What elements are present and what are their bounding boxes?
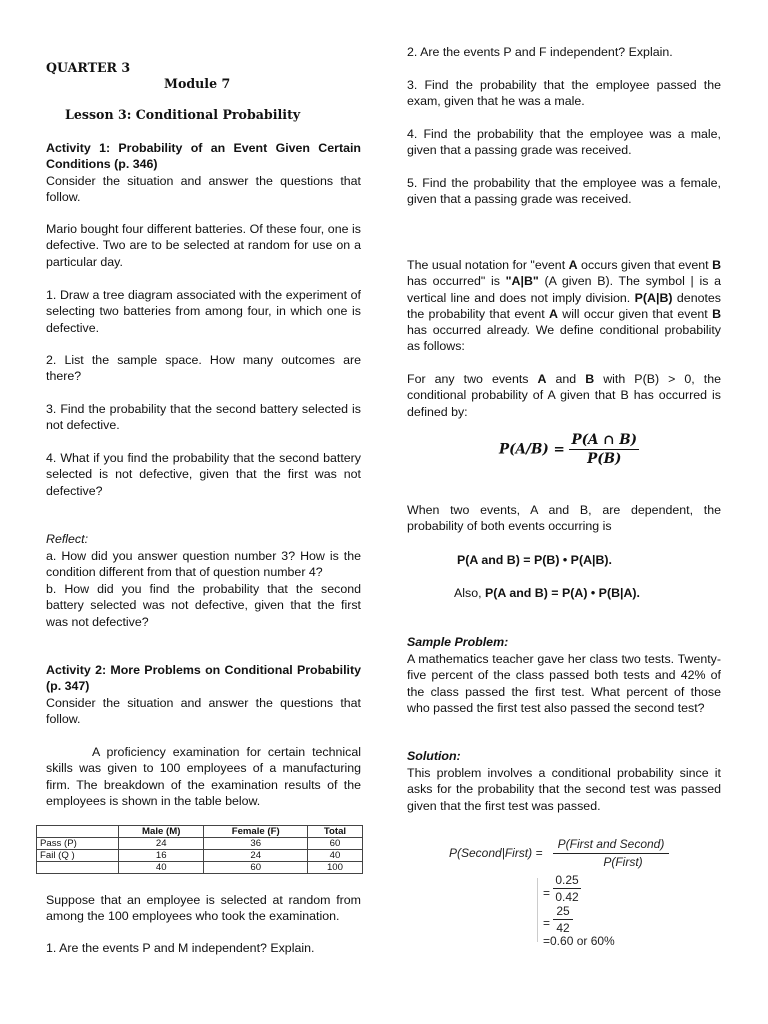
formula-lhs: P(A/B) = (499, 441, 565, 458)
activity1-question-1: 1. Draw a tree diagram associated with the experiment of selecting two batteries from among four, in which one is defective. (46, 288, 361, 335)
table-cell (37, 826, 119, 838)
reflect-a: a. How did you answer question number 3? How is the condition different from that of question number 4? (46, 549, 361, 580)
solution-fraction-3 (553, 903, 573, 937)
quarter-heading: QUARTER 3 (46, 60, 131, 75)
table-cell: 100 (307, 862, 362, 874)
module-heading: Module 7 (164, 76, 231, 91)
solution-fraction-2 (553, 872, 581, 906)
table-header: Male (M) (119, 826, 204, 838)
text-span: The usual notation for "event (407, 258, 569, 272)
table-header-row (37, 826, 363, 838)
text-span: denotes the probability that event (407, 290, 722, 321)
table-cell (37, 862, 119, 874)
event-a: A (537, 372, 547, 386)
formula-fraction (569, 432, 639, 468)
solution-label: Solution: (407, 749, 461, 763)
activity1-question-4: 4. What if you find the probability that the second battery selected is not defective, given that the first was not defective? (46, 451, 361, 498)
lesson-heading: Lesson 3: Conditional Probability (65, 107, 301, 122)
text-span: has occurred" is (407, 274, 506, 289)
guide-line (537, 878, 538, 942)
solution-den-1: P(First) (603, 855, 643, 870)
table-cell: 40 (119, 862, 204, 874)
formula-denominator: P(B) (587, 451, 622, 468)
solution-num-2: 0.25 (553, 872, 581, 889)
table-header: Female (F) (204, 826, 308, 838)
reflect-b: b. How did you find the probability that the second battery selected was not defective, given that the first was not defective? (46, 582, 361, 629)
notation-pab: P(A|B) (634, 290, 673, 305)
solution-fraction-1 (553, 836, 669, 871)
table-cell: 60 (307, 838, 362, 850)
conditional-probability-formula (499, 432, 639, 468)
table-cell: 36 (204, 838, 308, 850)
event-a: A (568, 258, 578, 272)
solution-num-3: 25 (553, 903, 573, 920)
text-span: For any two events (407, 372, 538, 386)
activity1-instruction: Consider the situation and answer the questions that follow. (46, 174, 361, 205)
notation-paragraph (407, 257, 721, 355)
table-row (37, 838, 363, 850)
right-question-2: 2. Are the events P and F independent? Explain. (407, 45, 673, 59)
event-b: B (712, 258, 722, 272)
right-question-5: 5. Find the probability that the employee was a female, given that a passing grade was received. (407, 176, 721, 207)
also-label: Also, (454, 586, 485, 600)
formula-numerator: P(A ∩ B) (569, 432, 639, 450)
text-span: occurs given that event (577, 258, 713, 272)
activity1-title: Activity 1: Probability of an Event Given Certain Conditions (p. 346) (46, 141, 361, 172)
text-span: has occurred already. We define conditional probability as follows: (407, 323, 721, 354)
table-cell: 24 (204, 850, 308, 862)
activity1-question-2: 2. List the sample space. How many outcomes are there? (46, 353, 361, 384)
table-cell: 24 (119, 838, 204, 850)
solution-den-2: 0.42 (555, 890, 579, 905)
table-cell: 40 (307, 850, 362, 862)
table-row (37, 850, 363, 862)
table-cell: 16 (119, 850, 204, 862)
solution-num-1: P(First and Second) (553, 836, 669, 854)
exam-results-table (36, 825, 363, 874)
solution-eq-1: = (543, 886, 551, 900)
solution-text: This problem involves a conditional probability since it asks for the probability that the second test was passed given that the first test was passed. (407, 766, 721, 813)
product-rule-1: P(A and B) = P(B) • P(A|B). (457, 553, 612, 567)
solution-result: =0.60 or 60% (543, 934, 615, 948)
solution-den-3: 42 (556, 921, 570, 936)
sample-problem-text: A mathematics teacher gave her class two tests. Twenty-five percent of the class passed both tests and 42% of the class passed the first test. What percent of those who passed the first test also passed the second test? (407, 652, 721, 715)
table-row (37, 862, 363, 874)
table-cell: Pass (P) (37, 838, 119, 850)
activity2-instruction: Consider the situation and answer the questions that follow. (46, 696, 361, 727)
event-a: A (549, 306, 558, 321)
right-question-4: 4. Find the probability that the employee was a male, given that a passing grade was received. (407, 127, 721, 158)
product-rule-2: P(A and B) = P(A) • P(B|A). (485, 586, 640, 600)
left-question-1: 1. Are the events P and M independent? Explain. (46, 941, 315, 955)
text-span: and (546, 372, 586, 386)
solution-work (447, 830, 683, 948)
table-cell: 60 (204, 862, 308, 874)
solution-eq-2: = (543, 916, 551, 930)
sample-problem-label: Sample Problem: (407, 635, 509, 649)
activity2-title: Activity 2: More Problems on Conditional Probability (p. 347) (46, 663, 361, 694)
product-rule-2-line (454, 585, 640, 601)
text-span: with P(B) > 0, the conditional probability of A given that B has occurred is defined by: (407, 372, 722, 419)
text-span: will occur given that event (557, 306, 713, 321)
right-question-3: 3. Find the probability that the employee passed the exam, given that he was a male. (407, 78, 721, 109)
notation-ab: "A|B" (505, 274, 539, 289)
activity1-question-3: 3. Find the probability that the second battery selected is not defective. (46, 402, 361, 433)
solution-lhs: P(Second|First) = (449, 846, 543, 860)
dependent-text: When two events, A and B, are dependent, the probability of both events occurring is (407, 503, 721, 534)
reflect-label: Reflect: (46, 532, 89, 546)
suppose-text: Suppose that an employee is selected at random from among the 100 employees who took the examination. (46, 893, 361, 924)
definition-paragraph (407, 371, 721, 420)
event-b: B (712, 306, 722, 321)
table-header: Total (307, 826, 362, 838)
activity2-situation: A proficiency examination for certain technical skills was given to 100 employees of a manufacturing firm. The breakdown of the examination results of the employees is shown in the table below. (46, 745, 361, 808)
event-b: B (585, 372, 595, 386)
text-span: (A given B). The symbol | is a vertical line and does not imply division. (407, 274, 722, 305)
table-cell: Fail (Q ) (37, 850, 119, 862)
activity1-situation: Mario bought four different batteries. Of these four, one is defective. Two are to be selected at random for use on a particular day. (46, 222, 361, 269)
